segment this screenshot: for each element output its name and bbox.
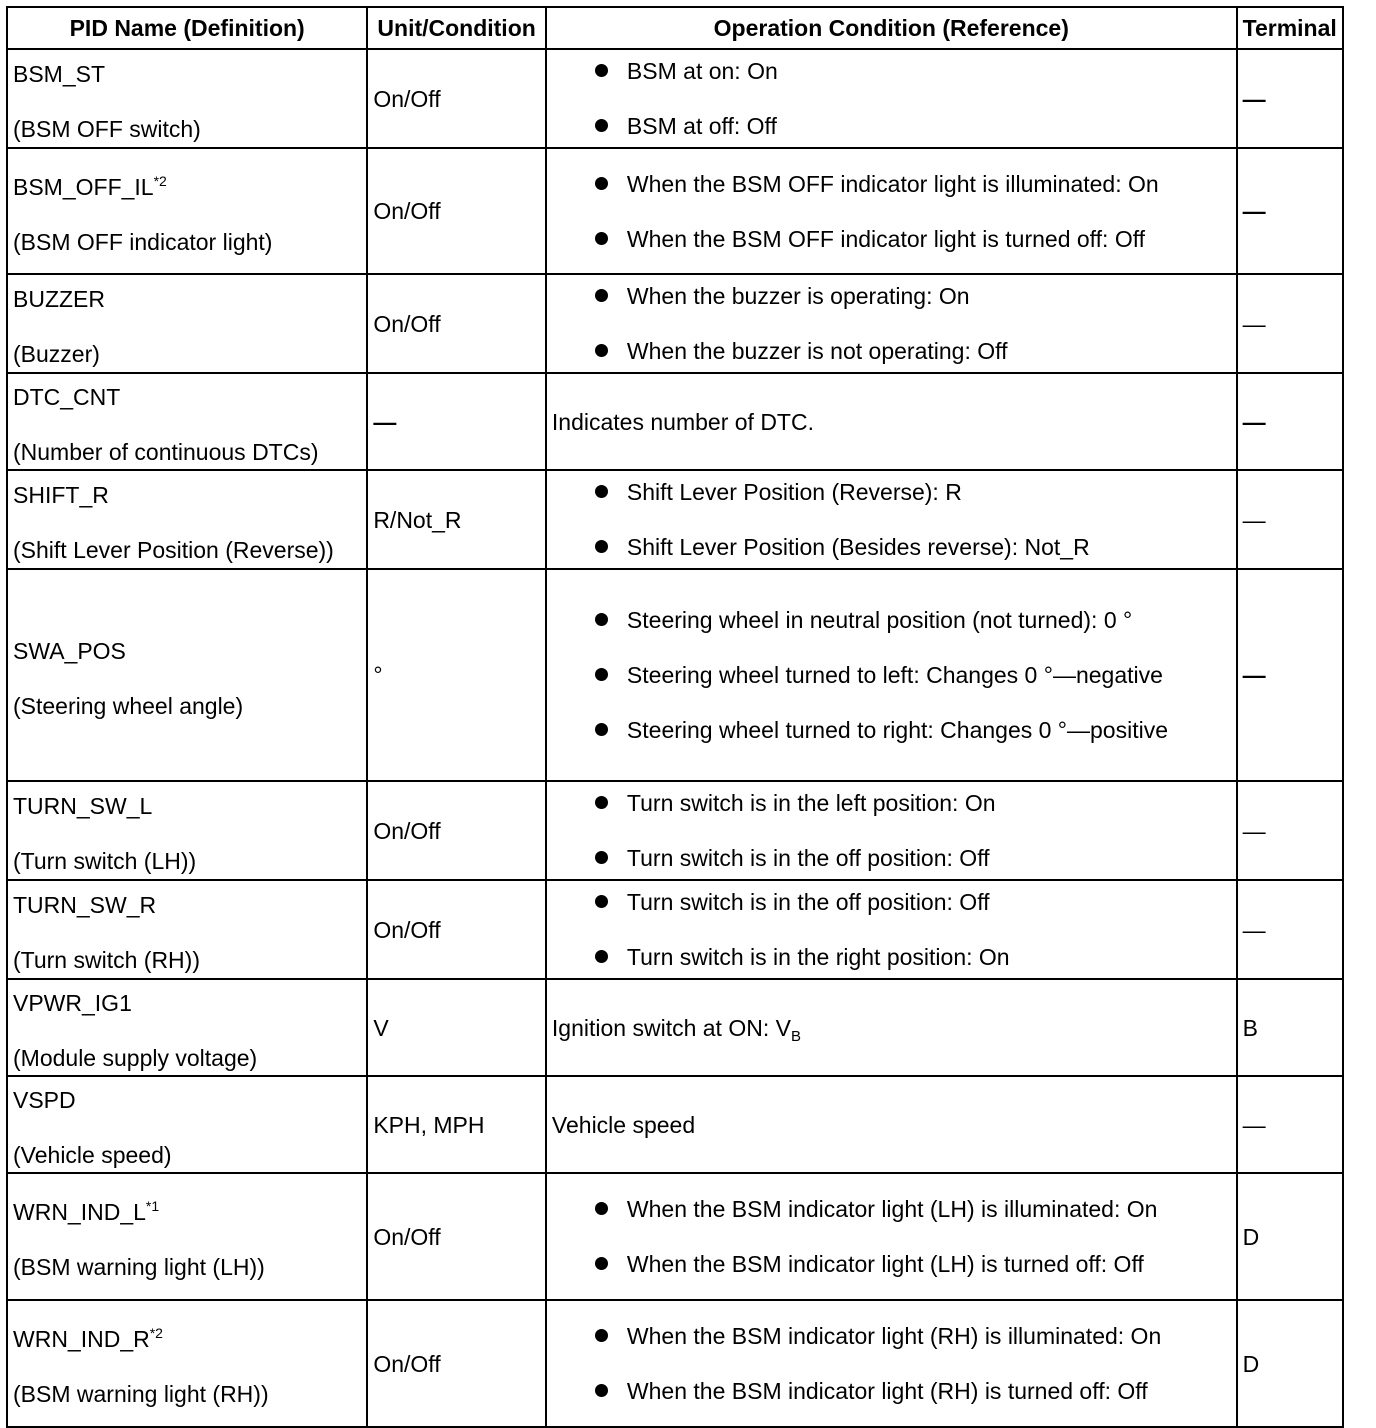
unit-condition-cell: —: [367, 373, 546, 470]
operation-condition-cell: [546, 470, 1237, 569]
pid-definition: (Steering wheel angle): [13, 692, 244, 719]
pid-definition: (Shift Lever Position (Reverse)): [13, 537, 334, 563]
terminal-cell: —: [1237, 49, 1343, 148]
operation-condition-cell: [546, 1076, 1237, 1173]
bullet-icon: [595, 344, 608, 357]
pid-name-cell: [7, 274, 367, 373]
bullet-icon: [595, 851, 608, 864]
condition-list-item: [552, 478, 1231, 506]
unit-condition-cell: On/Off: [367, 148, 546, 274]
pid-name-cell: [7, 1076, 367, 1173]
pid-code: [13, 989, 361, 1017]
pid-code: [13, 1325, 361, 1353]
pid-name-cell: [7, 470, 367, 569]
condition-text: Turn switch is in the left position: On: [626, 790, 996, 816]
terminal-cell: —: [1237, 880, 1343, 979]
pid-definition: (Turn switch (LH)): [13, 848, 197, 874]
condition-list: [552, 170, 1231, 253]
pid-code: [13, 891, 361, 919]
condition-text: When the BSM indicator light (RH) is turned off: Off: [626, 1378, 1148, 1404]
condition-list: [552, 1322, 1231, 1405]
condition-text: Turn switch is in the off position: Off: [626, 845, 990, 871]
condition-text: Shift Lever Position (Reverse): R: [626, 479, 962, 505]
pid-code: [13, 1086, 361, 1114]
pid-code: [13, 1198, 361, 1226]
condition-list-item: [552, 844, 1231, 872]
condition-list: [552, 282, 1231, 365]
bullet-icon: [595, 64, 608, 77]
condition-list-item: [552, 1377, 1231, 1405]
pid-code: [13, 792, 361, 820]
condition-list: [552, 606, 1231, 744]
unit-condition-cell: R/Not_R: [367, 470, 546, 569]
condition-list-item: [552, 1322, 1231, 1350]
bullet-icon: [595, 950, 608, 963]
pid-code: [13, 637, 361, 665]
terminal-cell: D: [1237, 1173, 1343, 1300]
terminal-cell: —: [1237, 470, 1343, 569]
pid-name-cell: [7, 781, 367, 880]
pid-footnote-marker: *2: [149, 1325, 163, 1341]
operation-condition-cell: [546, 148, 1237, 274]
condition-list-item: [552, 170, 1231, 198]
terminal-cell: —: [1237, 274, 1343, 373]
pid-definition: (BSM warning light (RH)): [13, 1381, 269, 1407]
bullet-icon: [595, 232, 608, 245]
pid-code-text: SWA_POS: [13, 637, 126, 664]
condition-text: Steering wheel turned to right: Changes 0 °—positive: [626, 717, 1168, 743]
pid-code-text: DTC_CNT: [13, 384, 121, 410]
bullet-icon: [595, 1329, 608, 1342]
table-header: [7, 7, 1343, 49]
header-row: [7, 7, 1343, 49]
condition-list: [552, 478, 1231, 561]
bullet-icon: [595, 119, 608, 132]
table-row: [7, 979, 1343, 1076]
pid-code-text: VPWR_IG1: [13, 990, 132, 1016]
bullet-icon: [595, 177, 608, 190]
bullet-icon: [595, 723, 608, 736]
header-operation-condition: Operation Condition (Reference): [546, 7, 1237, 49]
condition-list: [552, 1195, 1231, 1278]
operation-condition-cell: [546, 1173, 1237, 1300]
bullet-icon: [595, 668, 608, 681]
condition-list-item: [552, 533, 1231, 561]
operation-condition-cell: [546, 373, 1237, 470]
unit-condition-cell: On/Off: [367, 1173, 546, 1300]
condition-text: When the BSM indicator light (LH) is turned off: Off: [626, 1251, 1144, 1277]
bullet-icon: [595, 613, 608, 626]
operation-condition-cell: [546, 274, 1237, 373]
pid-definition: (Number of continuous DTCs): [13, 439, 319, 465]
terminal-cell: —: [1237, 1076, 1343, 1173]
table-row: [7, 1173, 1343, 1300]
pid-name-cell: [7, 148, 367, 274]
unit-condition-cell: On/Off: [367, 1300, 546, 1427]
terminal-cell: —: [1237, 148, 1343, 274]
terminal-cell: —: [1237, 781, 1343, 880]
bullet-icon: [595, 1202, 608, 1215]
pid-code: [13, 60, 361, 88]
pid-footnote-marker: *2: [153, 172, 167, 189]
operation-condition-cell: [546, 979, 1237, 1076]
terminal-cell: —: [1237, 373, 1343, 470]
pid-code-text: SHIFT_R: [13, 482, 109, 508]
pid-name-cell: [7, 49, 367, 148]
pid-code: [13, 481, 361, 509]
terminal-cell: B: [1237, 979, 1343, 1076]
condition-list-item: [552, 943, 1231, 971]
table-row: [7, 274, 1343, 373]
condition-text: Vehicle speed: [551, 1111, 696, 1138]
condition-text: Steering wheel turned to left: Changes 0 °—negative: [626, 662, 1163, 688]
condition-text: When the buzzer is operating: On: [626, 283, 970, 309]
condition-list-item: [552, 716, 1231, 744]
condition-text: When the buzzer is not operating: Off: [626, 338, 1008, 364]
pid-code: [13, 285, 361, 313]
pid-code-text: BSM_OFF_IL: [13, 173, 154, 200]
bullet-icon: [595, 796, 608, 809]
table-body: [7, 49, 1343, 1427]
condition-list-item: [552, 337, 1231, 365]
pid-name-cell: [7, 979, 367, 1076]
pid-name-cell: [7, 880, 367, 979]
unit-condition-cell: On/Off: [367, 49, 546, 148]
pid-name-cell: [7, 569, 367, 781]
condition-text: When the BSM indicator light (RH) is illuminated: On: [626, 1323, 1162, 1349]
table-row: [7, 569, 1343, 781]
condition-text: When the BSM OFF indicator light is turned off: Off: [626, 225, 1146, 252]
unit-condition-cell: On/Off: [367, 274, 546, 373]
condition-list-item: [552, 1250, 1231, 1278]
operation-condition-cell: [546, 1300, 1237, 1427]
pid-code-text: BSM_ST: [13, 61, 106, 87]
pid-code-text: TURN_SW_L: [13, 793, 153, 819]
condition-text: Steering wheel in neutral position (not turned): 0 °: [626, 607, 1133, 633]
table-row: [7, 781, 1343, 880]
bullet-icon: [595, 1384, 608, 1397]
pid-code-text: TURN_SW_R: [13, 892, 157, 918]
condition-text: BSM at on: On: [626, 58, 778, 84]
header-pid-name: PID Name (Definition): [7, 7, 367, 49]
pid-definition: (BSM OFF indicator light): [13, 228, 273, 255]
pid-name-cell: [7, 1300, 367, 1427]
condition-text: When the BSM indicator light (LH) is illuminated: On: [626, 1196, 1158, 1222]
pid-definition: (Vehicle speed): [13, 1142, 172, 1168]
condition-list-item: [552, 1195, 1231, 1223]
terminal-cell: —: [1237, 569, 1343, 781]
pid-name-cell: [7, 373, 367, 470]
operation-condition-cell: [546, 569, 1237, 781]
pid-code-text: WRN_IND_L: [13, 1199, 146, 1225]
condition-text: When the BSM OFF indicator light is illuminated: On: [626, 170, 1159, 197]
pid-code-text: BUZZER: [13, 286, 105, 312]
pid-definition: (Turn switch (RH)): [13, 947, 200, 973]
condition-text: BSM at off: Off: [626, 113, 777, 139]
condition-list-item: [552, 789, 1231, 817]
pid-code: [13, 173, 361, 201]
pid-code-text: WRN_IND_R: [13, 1326, 150, 1352]
unit-condition-cell: On/Off: [367, 880, 546, 979]
pid-code-text: VSPD: [13, 1087, 76, 1113]
bullet-icon: [595, 540, 608, 553]
pid-table: [6, 6, 1344, 1428]
pid-definition: (Module supply voltage): [13, 1045, 258, 1071]
table-row: [7, 470, 1343, 569]
pid-name-cell: [7, 1173, 367, 1300]
pid-definition: (BSM OFF switch): [13, 116, 201, 142]
condition-list-item: [552, 888, 1231, 916]
header-unit-condition: Unit/Condition: [367, 7, 546, 49]
condition-text: Turn switch is in the off position: Off: [626, 889, 990, 915]
table-row: [7, 1300, 1343, 1427]
table-row: [7, 1076, 1343, 1173]
table-row: [7, 373, 1343, 470]
table-row: [7, 49, 1343, 148]
header-terminal: Terminal: [1237, 7, 1343, 49]
operation-condition-cell: [546, 880, 1237, 979]
condition-list-item: [552, 57, 1231, 85]
condition-text: Indicates number of DTC.: [551, 408, 814, 435]
condition-list-item: [552, 112, 1231, 140]
pid-definition: (BSM warning light (LH)): [13, 1254, 265, 1280]
table-row: [7, 880, 1343, 979]
condition-list: [552, 789, 1231, 872]
condition-text: Ignition switch at ON: V: [551, 1014, 791, 1041]
bullet-icon: [595, 485, 608, 498]
pid-code: [13, 383, 361, 411]
bullet-icon: [595, 289, 608, 302]
unit-condition-cell: V: [367, 979, 546, 1076]
condition-list: [552, 57, 1231, 140]
pid-footnote-marker: *1: [145, 1198, 160, 1214]
condition-list: [552, 888, 1231, 971]
condition-list-item: [552, 606, 1231, 634]
condition-subscript: B: [790, 1027, 801, 1045]
bullet-icon: [595, 1257, 608, 1270]
condition-list-item: [552, 282, 1231, 310]
condition-text: Turn switch is in the right position: On: [626, 944, 1010, 970]
terminal-cell: D: [1237, 1300, 1343, 1427]
operation-condition-cell: [546, 49, 1237, 148]
condition-list-item: [552, 661, 1231, 689]
operation-condition-cell: [546, 781, 1237, 880]
unit-condition-cell: KPH, MPH: [367, 1076, 546, 1173]
unit-condition-cell: °: [367, 569, 546, 781]
table-row: [7, 148, 1343, 274]
bullet-icon: [595, 895, 608, 908]
pid-definition: (Buzzer): [13, 341, 100, 367]
condition-list-item: [552, 225, 1231, 253]
condition-text: Shift Lever Position (Besides reverse): Not_R: [626, 534, 1090, 560]
unit-condition-cell: On/Off: [367, 781, 546, 880]
